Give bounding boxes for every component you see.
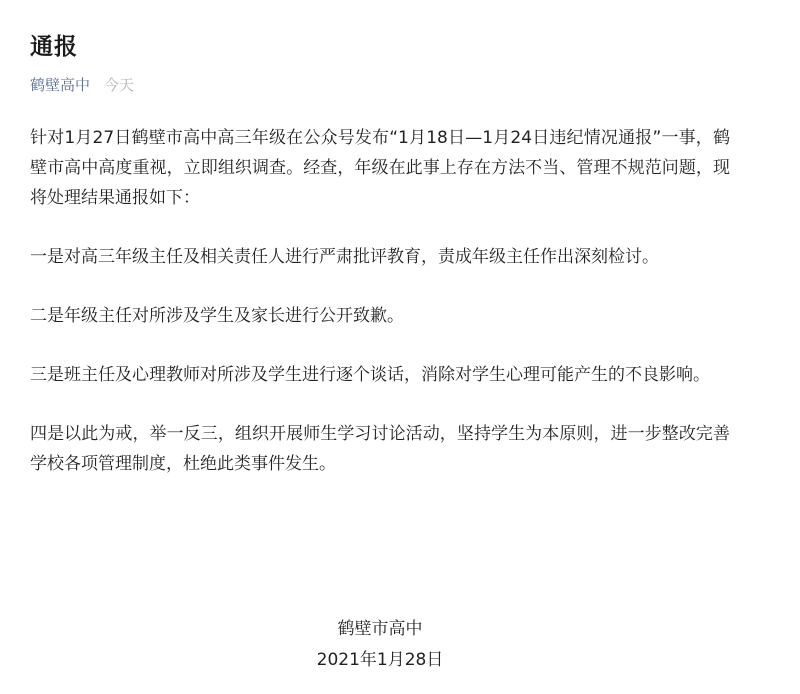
account-name-link[interactable]: 鹤壁高中 <box>30 76 91 94</box>
signature-date: 2021年1月28日 <box>316 650 444 670</box>
paragraph-item-3: 三是班主任及心理教师对所涉及学生进行逐个谈话，消除对学生心理可能产生的不良影响。 <box>30 365 710 385</box>
paragraph-item-2: 二是年级主任对所涉及学生及家长进行公开致歉。 <box>30 306 404 326</box>
paragraph-item-1: 一是对高三年级主任及相关责任人进行严肃批评教育，责成年级主任作出深刻检讨。 <box>30 247 659 267</box>
signature-organization: 鹤壁市高中 <box>337 619 423 639</box>
article-meta <box>30 74 134 95</box>
publish-time: 今天 <box>104 76 135 94</box>
article-content <box>30 123 730 508</box>
paragraph-item-4: 四是以此为戒，举一反三，组织开展师生学习讨论活动，坚持学生为本原则，进一步整改完善学校各项管理制度，杜绝此类事件发生。 <box>30 424 730 474</box>
article-title: 通报 <box>30 34 78 60</box>
paragraph-intro: 针对1月27日鹤壁市高中高三年级在公众号发布“1月18日—1月24日违纪情况通报”一事，鹤壁市高中高度重视，立即组织调查。经查，年级在此事上存在方法不当、管理不规范问题，现将处理结果通报如下： <box>30 128 730 208</box>
